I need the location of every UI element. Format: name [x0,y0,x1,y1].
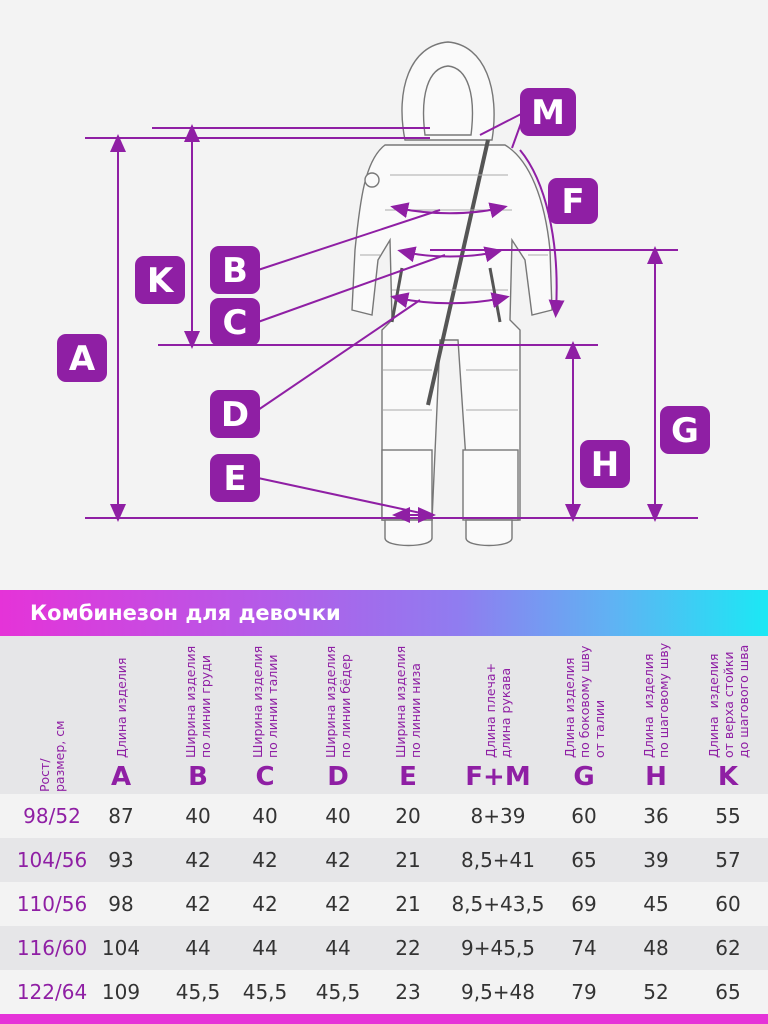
badge-h-label: H [590,445,620,485]
badge-k-label: K [146,261,174,301]
value-cell: 93 [108,848,134,872]
header-col-3 [231,636,299,794]
table-header [0,636,768,794]
badge-a-label: A [68,339,96,379]
badge-d [210,390,260,438]
value-cell: 42 [252,848,278,872]
value-cell: 21 [395,892,421,916]
size-cell: 116/60 [16,936,88,960]
header-letter: E [399,762,417,792]
value-cell: 42 [252,892,278,916]
size-cell: 104/56 [16,848,88,872]
badge-f-label: F [561,182,585,222]
value-cell: 40 [325,804,351,828]
badge-d-label: D [220,395,250,435]
value-cell: 52 [643,980,669,1004]
header-label: Длина изделия по боковому шву от талии [561,645,607,758]
badge-m [520,88,576,136]
badge-e-label: E [223,459,247,499]
value-cell: 23 [395,980,421,1004]
badge-f [548,178,598,224]
table-row [0,970,768,1014]
value-cell: 44 [185,936,211,960]
value-cell: 8,5+41 [460,848,535,872]
value-cell: 39 [643,848,669,872]
value-cell: 44 [325,936,351,960]
header-col-2 [162,636,234,794]
header-col-4 [302,636,374,794]
value-cell: 65 [715,980,741,1004]
badge-g [660,406,710,454]
header-letter: G [573,762,595,792]
header-col-0 [12,636,92,794]
value-cell: 22 [395,936,421,960]
header-label: Ширина изделия по линии талии [250,645,280,758]
size-table [0,636,768,1014]
value-cell: 42 [185,848,211,872]
header-label: Ширина изделия по линии бёдер [323,645,353,758]
header-label: Длина изделия по шаговому шву [641,642,671,758]
value-cell: 60 [571,804,597,828]
header-letter: H [645,762,667,792]
bottom-accent-bar [0,1014,768,1024]
badge-b [210,246,260,294]
header-label: Ширина изделия по линии груди [183,645,213,758]
value-cell: 21 [395,848,421,872]
header-col-9 [690,636,766,794]
value-cell: 65 [571,848,597,872]
value-cell: 20 [395,804,421,828]
value-cell: 104 [101,936,141,960]
value-cell: 87 [108,804,134,828]
size-cell: 98/52 [23,804,81,828]
header-letter: B [188,762,208,792]
value-cell: 45,5 [175,980,221,1004]
value-cell: 9,5+48 [460,980,535,1004]
value-cell: 45 [643,892,669,916]
badge-h [580,440,630,488]
badge-m-label: M [531,93,565,133]
header-col-7 [546,636,622,794]
header-letter: C [255,762,275,792]
table-row [0,882,768,926]
value-cell: 57 [715,848,741,872]
header-label: Длина изделия от верха стойки до шагового шва [705,644,751,758]
value-cell: 69 [571,892,597,916]
size-cell: 122/64 [16,980,88,1004]
value-cell: 74 [571,936,597,960]
header-col-1 [86,636,156,794]
table-row [0,926,768,970]
value-cell: 109 [101,980,141,1004]
table-row [0,794,768,838]
header-label: Длина изделия [113,657,129,758]
value-cell: 45,5 [315,980,361,1004]
table-title: Комбинезон для девочки [30,601,341,625]
value-cell: 62 [715,936,741,960]
value-cell: 55 [715,804,741,828]
size-cell: 110/56 [16,892,88,916]
value-cell: 36 [643,804,669,828]
header-letter: F+M [465,762,531,792]
value-cell: 42 [185,892,211,916]
value-cell: 44 [252,936,278,960]
badge-e [210,454,260,502]
header-letter: K [717,762,739,792]
value-cell: 98 [108,892,134,916]
badge-a [57,334,107,382]
value-cell: 48 [643,936,669,960]
badge-c [210,298,260,346]
value-cell: 79 [571,980,597,1004]
header-label: Рост/ размер, см [37,720,67,792]
header-label: Ширина изделия по линии низа [393,645,423,758]
header-letter: D [327,762,349,792]
header-col-6 [448,636,548,794]
value-cell: 8,5+43,5 [451,892,545,916]
header-col-8 [623,636,689,794]
badge-k [135,256,185,304]
badge-g-label: G [671,411,699,451]
header-letter: A [110,762,132,792]
value-cell: 42 [325,892,351,916]
value-cell: 8+39 [470,804,526,828]
badge-b-label: B [222,251,248,291]
header-label: Длина плеча+ длина рукава [483,662,513,758]
value-cell: 60 [715,892,741,916]
header-col-5 [373,636,443,794]
value-cell: 40 [185,804,211,828]
value-cell: 42 [325,848,351,872]
table-row [0,838,768,882]
value-cell: 40 [252,804,278,828]
badge-c-label: C [222,303,248,343]
value-cell: 45,5 [242,980,288,1004]
value-cell: 9+45,5 [460,936,535,960]
